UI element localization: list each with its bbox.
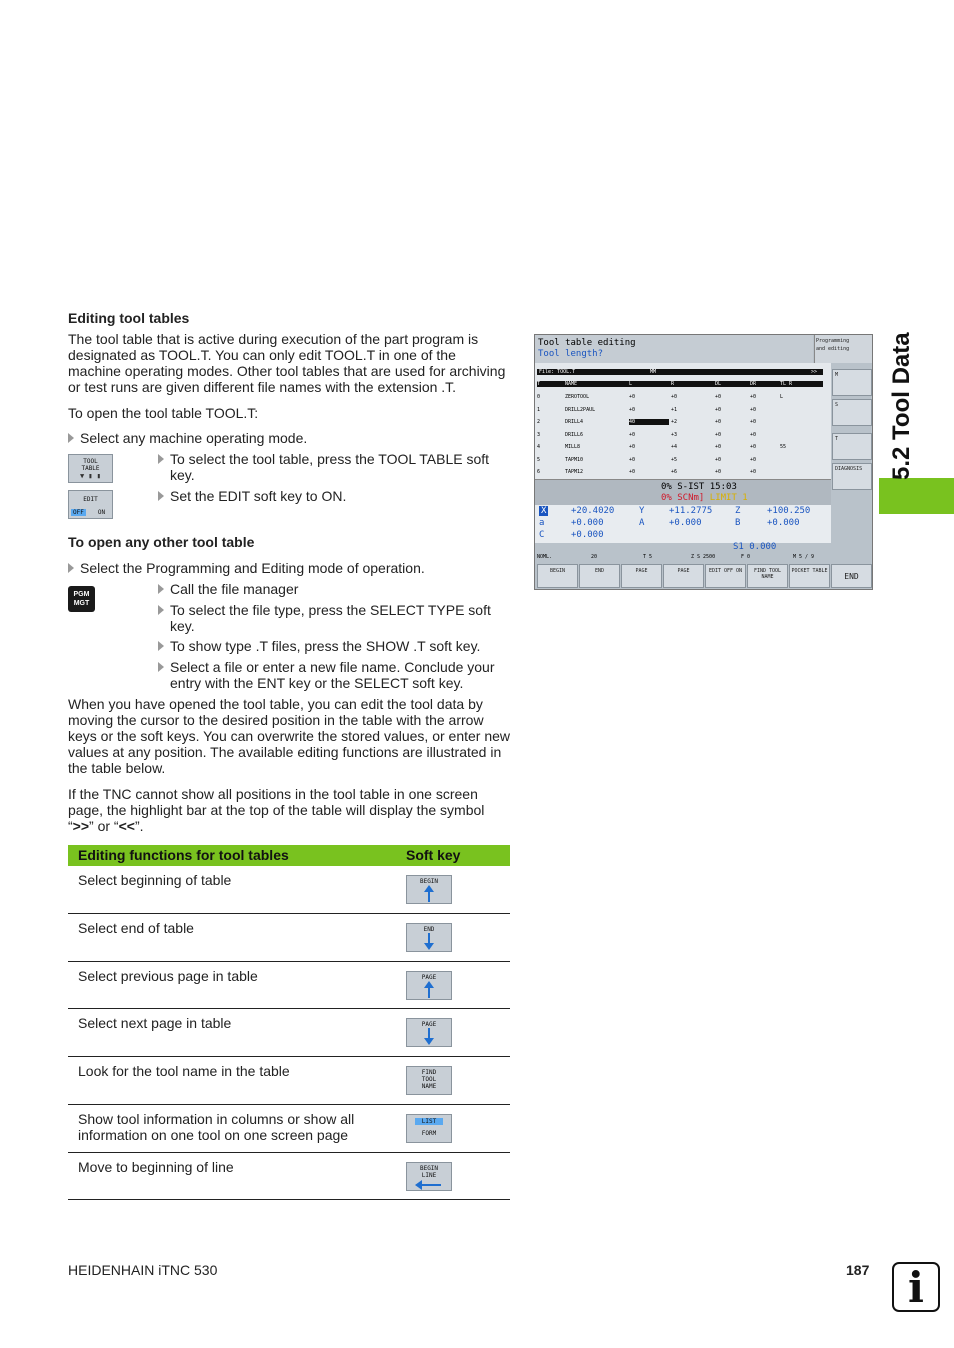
screen-cell: +0 bbox=[629, 406, 636, 413]
screen-cell: 4 bbox=[537, 444, 541, 450]
screen-cell: 0 bbox=[537, 394, 541, 400]
open-tool-table-line: To open the tool table TOOL.T: bbox=[68, 405, 259, 421]
screen-softkey: END bbox=[831, 564, 872, 588]
screen-cell: TAPM12 bbox=[565, 469, 584, 475]
side-tab-title: 5.2 Tool Data bbox=[888, 332, 915, 480]
screen-axis-value: B bbox=[735, 518, 741, 528]
screen-col-header: DL bbox=[715, 381, 722, 387]
screen-axis-value: +11.2775 bbox=[669, 506, 713, 516]
row-softkey-image: PAGE bbox=[406, 971, 452, 1000]
screen-axis-value: Y bbox=[639, 506, 645, 516]
editing-paragraph: When you have opened the tool table, you can edit the tool data by moving the cursor to the desired position in the table with the arrow keys or the soft keys. You can overwrite the stored values, or enter new values at any position. The available editing functions are illustrated in the table below. bbox=[68, 696, 511, 776]
screen-side-softkey: M bbox=[832, 369, 872, 396]
screen-axis-value: +100.250 bbox=[767, 506, 811, 516]
screen-cell: 5 bbox=[537, 456, 541, 463]
screen-cell: +0 bbox=[629, 456, 636, 463]
screen-info-field: Z S 2500 bbox=[691, 554, 716, 560]
table-row bbox=[68, 866, 510, 914]
table-row bbox=[68, 1057, 510, 1105]
screen-cell: +0 bbox=[715, 419, 722, 425]
tnc-screen-screenshot bbox=[534, 334, 873, 590]
screen-axis-value: +0.000 bbox=[571, 518, 604, 528]
screen-cell: +0 bbox=[750, 394, 757, 400]
screen-status-2: 0% SCNm] LIMIT 1 bbox=[661, 493, 748, 503]
step-set-edit: Set the EDIT soft key to ON. bbox=[158, 488, 346, 504]
screen-axis-value: +0.000 bbox=[571, 530, 604, 540]
screen-col-header: DR bbox=[750, 381, 757, 387]
screen-cell: DRILL4 bbox=[565, 419, 584, 425]
row-softkey-image: FIND TOOL NAME bbox=[406, 1066, 452, 1095]
screen-side-softkey: S bbox=[832, 399, 872, 426]
triangle-icon bbox=[68, 563, 74, 573]
screen-col-header: NAME bbox=[565, 381, 578, 387]
screen-axis-value: +0.000 bbox=[669, 518, 702, 528]
screen-cell: DRILL2PAUL bbox=[565, 406, 596, 413]
screen-axis-value: +0.000 bbox=[767, 518, 800, 528]
intro-paragraph: The tool table that is active during execution of the part program is designated as TOOL.T. You can only edit TOOL.T in one of the machine operating modes. Other tool tables that are used for archiving or test runs are given different file names with the extension .T. bbox=[68, 331, 506, 395]
screen-mode: Programming and editing bbox=[816, 338, 850, 352]
screen-info-field: M 5 / 9 bbox=[793, 554, 815, 560]
screen-status-1: 0% S-IST 15:03 bbox=[661, 482, 737, 492]
row-softkey-image: BEGIN bbox=[406, 875, 452, 904]
screen-cell: +4 bbox=[671, 444, 678, 450]
screen-spindle-line: S1 0.000 bbox=[733, 542, 777, 552]
row-description: Select beginning of table bbox=[78, 872, 232, 888]
screen-cell: 6 bbox=[537, 469, 541, 475]
screen-side-softkey: T bbox=[832, 433, 872, 460]
step-select-type: To select the file type, press the SELECT TYPE soft key. bbox=[158, 602, 508, 634]
triangle-icon bbox=[68, 433, 74, 443]
edit-softkey-image: EDIT OFF ON bbox=[68, 490, 113, 519]
screen-axis-value: X bbox=[541, 506, 547, 516]
screen-cell: TAPM10 bbox=[565, 456, 584, 463]
table-row bbox=[68, 1009, 510, 1057]
screen-axis-value: +20.4020 bbox=[571, 506, 615, 516]
screen-cell: +6 bbox=[671, 469, 678, 475]
screen-cell: 3 bbox=[537, 431, 541, 438]
table-row bbox=[68, 962, 510, 1009]
screen-cell: +0 bbox=[671, 394, 678, 400]
step-call-file-manager: Call the file manager bbox=[158, 581, 298, 597]
pgm-mgt-key-image: PGM MGT bbox=[68, 586, 95, 612]
screen-info-field: T 5 bbox=[643, 554, 653, 560]
table-row bbox=[68, 914, 510, 962]
section-heading-editing: Editing tool tables bbox=[68, 310, 190, 326]
header-function: Editing functions for tool tables bbox=[78, 847, 289, 863]
screen-cell: 2 bbox=[537, 419, 541, 425]
triangle-icon bbox=[158, 641, 164, 651]
screen-col-header: T bbox=[537, 381, 541, 387]
triangle-icon bbox=[158, 584, 164, 594]
triangle-icon bbox=[158, 662, 164, 672]
screen-cell: +0 bbox=[715, 406, 722, 413]
row-softkey-image: BEGIN LINE bbox=[406, 1162, 452, 1191]
step-show-t: To show type .T files, press the SHOW .T soft key. bbox=[158, 638, 480, 654]
screen-cell: +0 bbox=[629, 469, 636, 475]
screen-cell: +0 bbox=[629, 444, 636, 450]
screen-cell: +0 bbox=[750, 406, 757, 413]
screen-more-symbol: >> bbox=[811, 369, 818, 375]
step-press-tool-table: To select the tool table, press the TOOL TABLE soft key. bbox=[158, 451, 508, 483]
screen-file: File: TOOL.T bbox=[539, 369, 576, 375]
screen-cell: +0 bbox=[629, 394, 636, 400]
row-description: Select end of table bbox=[78, 920, 194, 936]
screen-cell: +0 bbox=[750, 469, 757, 475]
functions-table-header bbox=[68, 845, 510, 866]
row-description: Show tool information in columns or show all information on one tool on one screen page bbox=[78, 1111, 355, 1143]
triangle-icon bbox=[158, 605, 164, 615]
highlight-bar-paragraph: If the TNC cannot show all positions in the tool table in one screen page, the highlight bar at the top of the table will display the symbol “>>” or “<<”. bbox=[68, 786, 485, 834]
triangle-icon bbox=[158, 454, 164, 464]
screen-unit: MM bbox=[650, 369, 657, 375]
screen-info-field: F 0 bbox=[741, 554, 751, 560]
screen-cell: +0 bbox=[715, 456, 722, 463]
section-heading-other-table: To open any other tool table bbox=[68, 534, 255, 550]
screen-col-header: R bbox=[671, 381, 675, 387]
screen-col-header: TL R bbox=[780, 381, 793, 387]
screen-cell: +0 bbox=[715, 469, 722, 475]
table-row bbox=[68, 1153, 510, 1200]
screen-info-field: NOML. bbox=[537, 554, 553, 560]
screen-side-softkey: DIAGNOSIS bbox=[832, 463, 872, 490]
screen-axis-value: a bbox=[539, 518, 545, 528]
screen-cell: +1 bbox=[671, 406, 678, 413]
screen-prompt: Tool length? bbox=[538, 349, 604, 359]
screen-cell: 55 bbox=[780, 444, 787, 450]
screen-info-field: 20 bbox=[591, 554, 598, 560]
row-description: Look for the tool name in the table bbox=[78, 1063, 290, 1079]
step-select-mode: Select any machine operating mode. bbox=[68, 430, 307, 446]
screen-axis-value: Z bbox=[735, 506, 741, 516]
screen-cell: +0 bbox=[750, 456, 757, 463]
screen-cell: +0 bbox=[750, 444, 757, 450]
screen-cell: +0 bbox=[750, 431, 757, 438]
row-softkey-image: END bbox=[406, 923, 452, 952]
row-softkey-image: LIST FORM bbox=[406, 1114, 452, 1143]
screen-cell: +5 bbox=[671, 456, 678, 463]
screen-cell: 40 bbox=[629, 419, 669, 425]
screen-cell: +3 bbox=[671, 431, 678, 438]
row-description: Select previous page in table bbox=[78, 968, 258, 984]
screen-softkey: PAGE bbox=[663, 564, 704, 588]
step-programming-mode: Select the Programming and Editing mode of operation. bbox=[68, 560, 425, 576]
screen-softkey: PAGE bbox=[621, 564, 662, 588]
screen-cell: +0 bbox=[629, 431, 636, 438]
screen-softkey: EDIT OFF ON bbox=[705, 564, 746, 588]
row-softkey-image: PAGE bbox=[406, 1018, 452, 1047]
screen-axis-value: C bbox=[539, 530, 545, 540]
footer-product: HEIDENHAIN iTNC 530 bbox=[68, 1262, 218, 1278]
screen-axis-value: A bbox=[639, 518, 645, 528]
screen-cell: ZEROTOOL bbox=[565, 394, 590, 400]
page-number: 187 bbox=[846, 1262, 870, 1278]
screen-cell: +0 bbox=[750, 419, 757, 425]
screen-cell: +0 bbox=[715, 394, 722, 400]
header-softkey: Soft key bbox=[406, 847, 461, 863]
screen-cell: L bbox=[780, 394, 784, 400]
screen-cell: MILL8 bbox=[565, 444, 581, 450]
step-select-file: Select a file or enter a new file name. Conclude your entry with the ENT key or the SELECT soft key. bbox=[158, 659, 510, 691]
row-description: Move to beginning of line bbox=[78, 1159, 234, 1175]
info-icon: i bbox=[892, 1262, 940, 1312]
screen-cell: +0 bbox=[715, 431, 722, 438]
screen-softkey: END bbox=[579, 564, 620, 588]
triangle-icon bbox=[158, 491, 164, 501]
screen-softkey: POCKET TABLE bbox=[789, 564, 830, 588]
row-description: Select next page in table bbox=[78, 1015, 232, 1031]
screen-softkey: BEGIN bbox=[537, 564, 578, 588]
screen-title: Tool table editing bbox=[538, 338, 636, 348]
screen-cell: +2 bbox=[671, 419, 678, 425]
screen-cell: DRILL6 bbox=[565, 431, 584, 438]
tool-table-softkey-image: TOOL TABLE ▼ ▮ ▮ bbox=[68, 454, 113, 483]
table-row bbox=[68, 1105, 510, 1153]
screen-col-header: L bbox=[629, 381, 633, 387]
screen-cell: +0 bbox=[715, 444, 722, 450]
screen-cell: 1 bbox=[537, 406, 541, 413]
screen-softkey: FIND TOOL NAME bbox=[747, 564, 788, 588]
side-tab bbox=[879, 478, 954, 514]
